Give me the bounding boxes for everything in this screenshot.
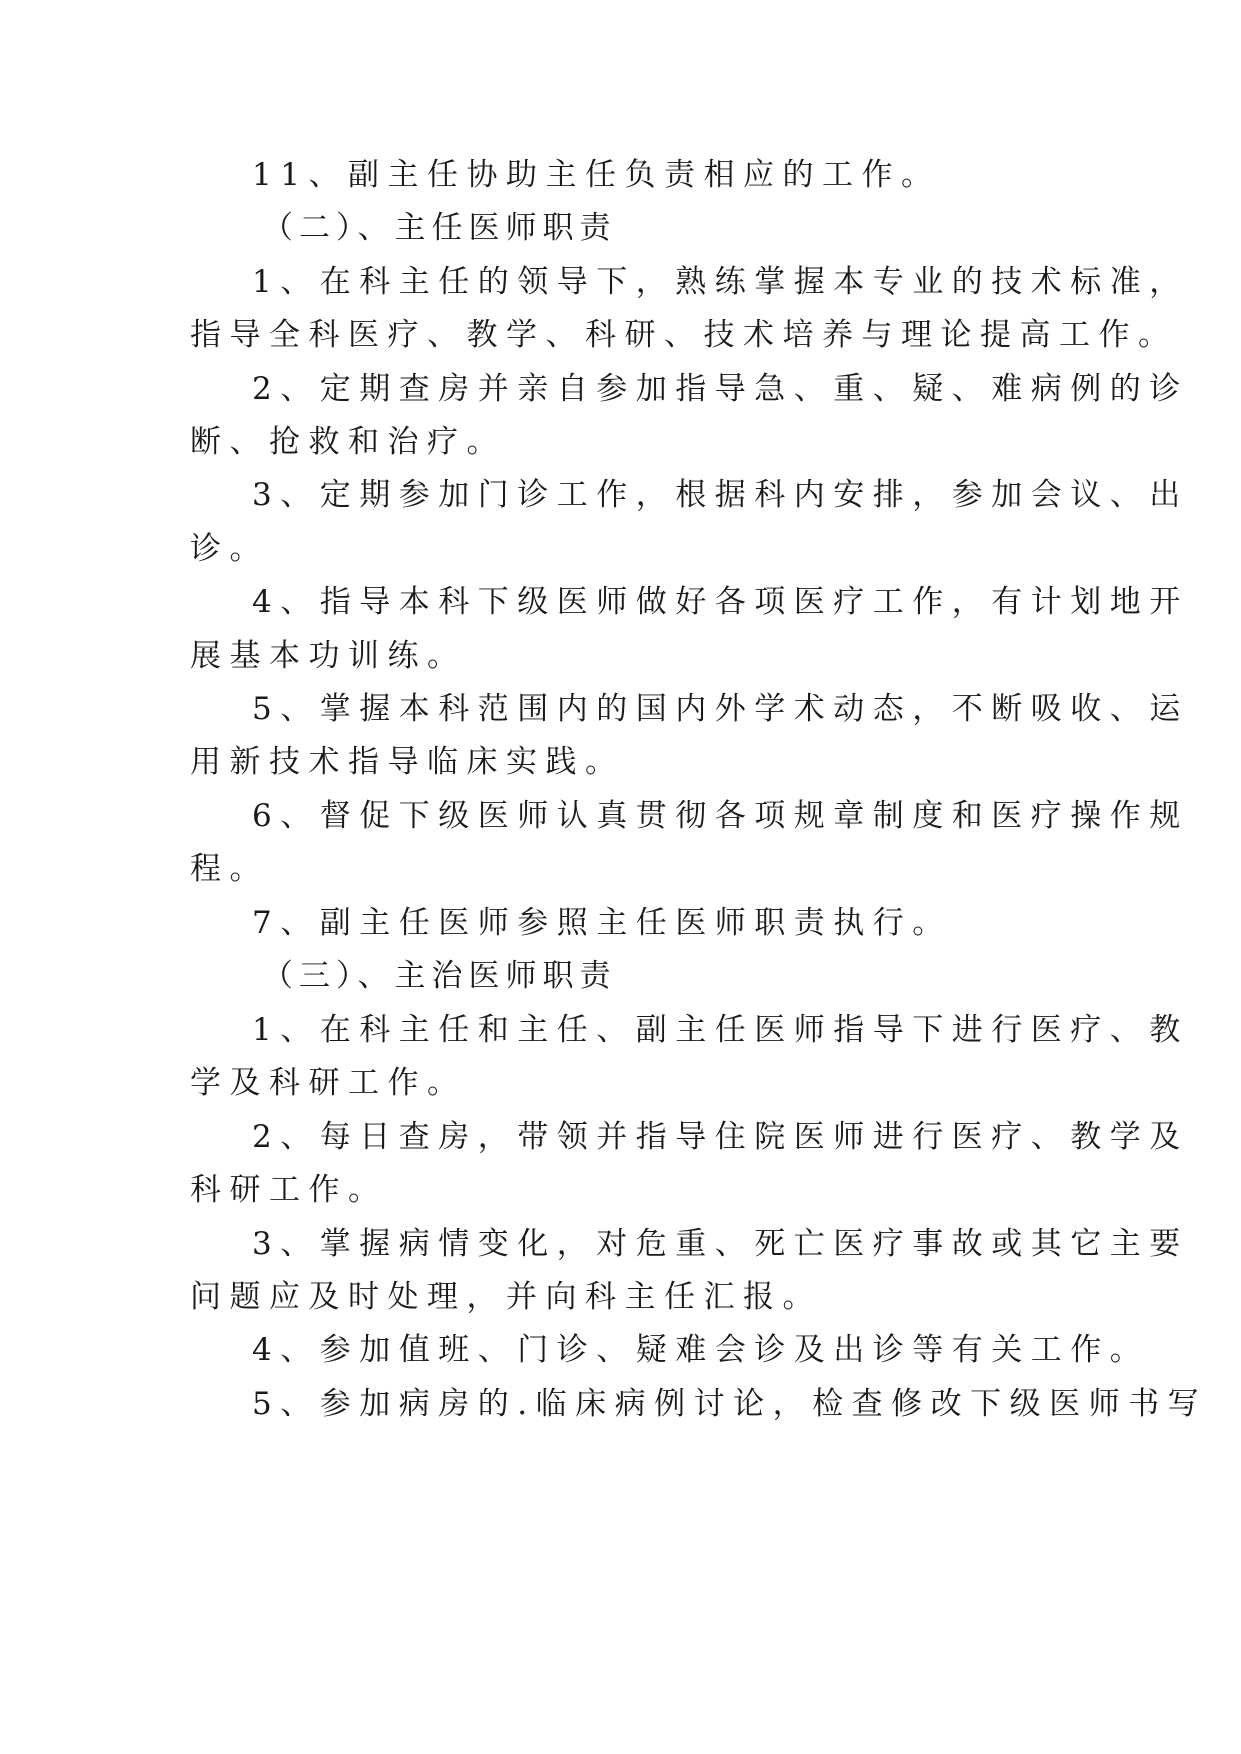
section-heading: （三）、主治医师职责 [262, 958, 617, 994]
paragraph-line: 用新技术指导临床实践。 [190, 744, 625, 780]
paragraph-line: 3、掌握病情变化，对危重、死亡医疗事故或其它主要 [252, 1226, 1189, 1262]
paragraph-line: 诊。 [190, 531, 269, 567]
section-heading: （二）、主任医师职责 [262, 210, 617, 246]
paragraph-line: 程。 [190, 851, 269, 887]
paragraph-line: 4、参加值班、门诊、疑难会诊及出诊等有关工作。 [252, 1332, 1150, 1368]
paragraph-line: 6、督促下级医师认真贯彻各项规章制度和医疗操作规 [252, 798, 1189, 834]
paragraph-line: 问题应及时处理，并向科主任汇报。 [190, 1279, 822, 1315]
paragraph-line: 1、在科主任的领导下，熟练掌握本专业的技术标准， [252, 264, 1189, 300]
paragraph-line: 学及科研工作。 [190, 1065, 467, 1101]
paragraph-line: 2、每日查房，带领并指导住院医师进行医疗、教学及 [252, 1119, 1189, 1155]
paragraph-line: 断、抢救和治疗。 [190, 424, 506, 460]
paragraph-line: 7、副主任医师参照主任医师职责执行。 [252, 905, 952, 941]
paragraph-line: 2、定期查房并亲自参加指导急、重、疑、难病例的诊 [252, 371, 1189, 407]
paragraph-line: 科研工作。 [190, 1172, 388, 1208]
paragraph-line: 5、参加病房的.临床病例讨论，检查修改下级医师书写 [252, 1386, 1208, 1422]
paragraph-line: 4、指导本科下级医师做好各项医疗工作，有计划地开 [252, 584, 1189, 620]
paragraph-line: 指导全科医疗、教学、科研、技术培养与理论提高工作。 [190, 317, 1178, 353]
paragraph-line: 5、掌握本科范围内的国内外学术动态，不断吸收、运 [252, 691, 1189, 727]
paragraph-line: 11、副主任协助主任负责相应的工作。 [252, 157, 941, 193]
paragraph-line: 1、在科主任和主任、副主任医师指导下进行医疗、教 [252, 1012, 1189, 1048]
paragraph-line: 3、定期参加门诊工作，根据科内安排，参加会议、出 [252, 477, 1189, 513]
paragraph-line: 展基本功训练。 [190, 638, 467, 674]
